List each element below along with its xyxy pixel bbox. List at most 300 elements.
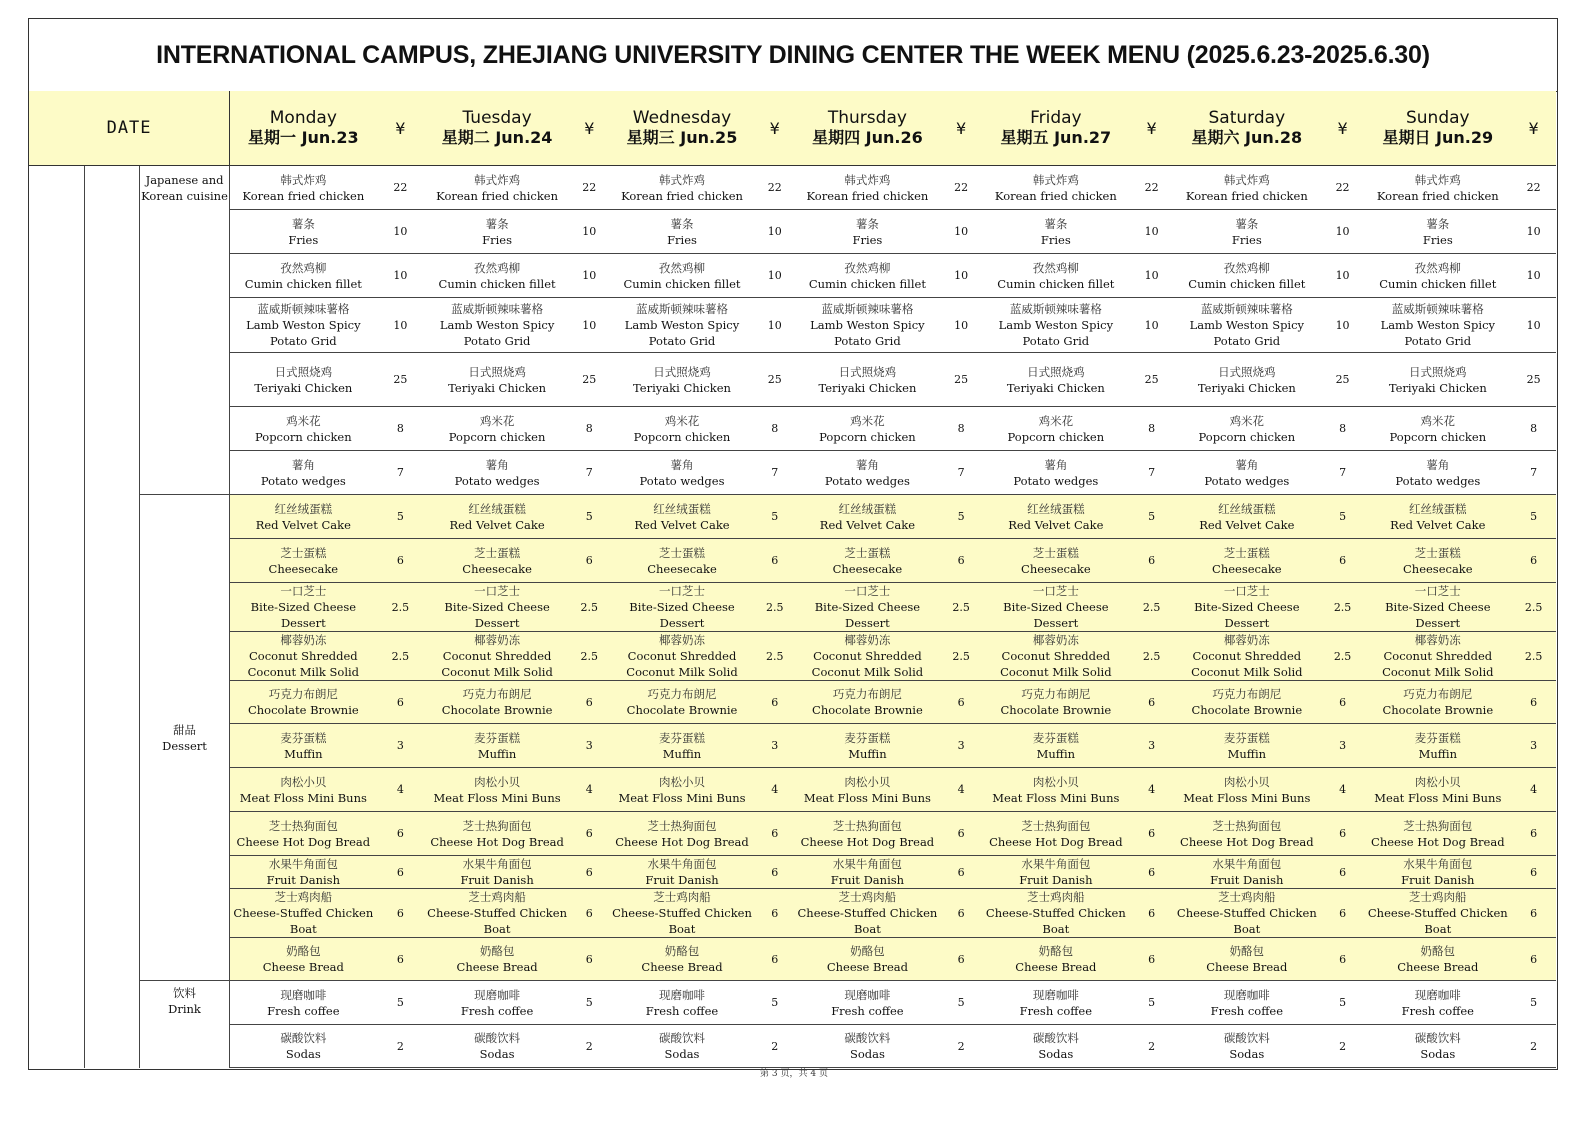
dish-price: 7	[1130, 451, 1173, 495]
dish-price: 8	[570, 407, 609, 451]
dish-cell	[981, 210, 1130, 254]
dish-name-zh: 鸡米花	[1420, 413, 1456, 428]
dish-name-en: Lamb Weston Spicy Potato Grid	[439, 318, 555, 348]
dish-cell	[424, 254, 570, 298]
dish-name-zh: 鸡米花	[286, 413, 321, 428]
day-date: 星期四 Jun.26	[812, 128, 923, 147]
dish-name-en: Sodas	[849, 1047, 885, 1061]
dish-price: 6	[941, 812, 982, 856]
dish-name-zh: 现磨咖啡	[844, 987, 891, 1002]
dish-name-en: Muffin	[662, 746, 702, 761]
dish-name-zh: 薯条	[1235, 216, 1259, 231]
dish-cell	[1173, 210, 1321, 254]
dish-cell	[230, 1025, 377, 1068]
day-name: Saturday	[1208, 108, 1286, 128]
dish-name-zh: 一口芝士	[1223, 584, 1270, 598]
dish-cell	[1173, 681, 1321, 724]
dish-price: 3	[941, 724, 982, 768]
dish-price: 10	[570, 254, 609, 298]
menu-row	[29, 632, 1556, 681]
dish-cell	[794, 768, 941, 812]
dish-name-en: Teriyaki Chicken	[448, 380, 547, 395]
dish-price: 2.5	[1321, 583, 1365, 632]
dish-name-zh: 芝士蛋糕	[844, 545, 891, 560]
dish-price: 4	[377, 768, 425, 812]
dish-price: 6	[755, 889, 794, 938]
dish-name-en: Bite-Sized Cheese Dessert	[250, 600, 357, 630]
dish-price: 5	[1130, 981, 1173, 1025]
dish-price: 7	[941, 451, 982, 495]
dish-name-en: Sodas	[285, 1047, 321, 1061]
dish-price: 10	[1130, 298, 1173, 353]
dish-cell	[230, 254, 377, 298]
dish-cell	[230, 632, 377, 681]
dish-cell	[424, 812, 570, 856]
dish-price: 6	[755, 681, 794, 724]
dish-name-zh: 碳酸饮料	[474, 1031, 521, 1045]
dish-name-en: Fruit Danish	[1019, 873, 1093, 887]
dish-name-en: Fries	[1231, 232, 1262, 247]
dish-name-en: Coconut Shredded Coconut Milk Solid	[811, 649, 924, 679]
dish-cell	[794, 889, 941, 938]
dish-name-zh: 一口芝士	[280, 584, 327, 598]
dish-name-en: Meat Floss Mini Buns	[239, 790, 367, 805]
dish-price: 25	[1130, 353, 1173, 407]
dish-cell	[1364, 583, 1511, 632]
dish-cell	[230, 298, 377, 353]
dish-name-en: Cheese Bread	[641, 960, 723, 974]
dish-price: 22	[570, 166, 609, 210]
dish-cell	[230, 812, 377, 856]
dish-name-en: Cheese Bread	[1015, 960, 1097, 974]
dish-name-zh: 薯条	[1426, 216, 1450, 231]
dish-name-en: Meat Floss Mini Buns	[803, 790, 931, 805]
dish-cell	[1364, 812, 1511, 856]
dish-cell	[1364, 353, 1511, 407]
dish-cell	[981, 856, 1130, 889]
dish-price: 6	[377, 889, 425, 938]
dish-price: 6	[1511, 889, 1556, 938]
dish-price: 6	[1130, 681, 1173, 724]
dish-name-en: Cheesecake	[462, 561, 532, 576]
dish-name-zh: 芝士蛋糕	[659, 545, 705, 560]
dish-name-en: Red Velvet Cake	[449, 517, 545, 532]
dish-cell	[424, 981, 570, 1025]
dish-cell	[1173, 768, 1321, 812]
dish-price: 6	[1321, 889, 1365, 938]
dish-name-zh: 现磨咖啡	[1223, 987, 1270, 1002]
dish-name-zh: 芝士鸡肉船	[1218, 890, 1276, 904]
dish-cell	[981, 724, 1130, 768]
dish-name-en: Sodas	[1229, 1047, 1265, 1061]
dish-name-en: Meat Floss Mini Buns	[992, 790, 1120, 805]
dish-name-zh: 芝士鸡肉船	[1027, 890, 1085, 904]
dish-name-zh: 肉松小贝	[1032, 774, 1079, 789]
dish-cell	[981, 812, 1130, 856]
dish-name-en: Chocolate Brownie	[247, 703, 359, 717]
menu-table	[29, 91, 1556, 1068]
dish-name-en: Potato wedges	[639, 473, 725, 488]
dish-name-en: Coconut Shredded Coconut Milk Solid	[1191, 649, 1303, 679]
dish-name-zh: 肉松小贝	[1414, 774, 1461, 789]
dish-price: 4	[941, 768, 982, 812]
dish-price: 2.5	[570, 583, 609, 632]
day-name: Monday	[269, 108, 337, 128]
dish-price: 10	[941, 254, 982, 298]
dish-name-zh: 蓝威斯顿辣味薯格	[636, 302, 728, 316]
dish-name-en: Cheese Hot Dog Bread	[236, 834, 371, 849]
dish-name-zh: 蓝威斯顿辣味薯格	[821, 302, 914, 316]
dish-price: 10	[755, 254, 794, 298]
dish-price: 22	[941, 166, 982, 210]
dish-name-en: Coconut Shredded Coconut Milk Solid	[441, 649, 553, 679]
dish-name-zh: 孜然鸡柳	[1223, 260, 1270, 275]
menu-row	[29, 681, 1556, 724]
day-name: Thursday	[827, 108, 907, 128]
dish-cell	[794, 166, 941, 210]
dish-name-en: Lamb Weston Spicy Potato Grid	[1380, 318, 1496, 348]
dish-price: 5	[1511, 981, 1556, 1025]
dish-name-en: Bite-Sized Cheese Dessert	[814, 600, 921, 630]
dish-name-zh: 巧克力布朗尼	[462, 687, 532, 701]
price-header: ¥	[570, 91, 609, 166]
dish-name-en: Cumin chicken fillet	[997, 276, 1115, 291]
dish-name-zh: 芝士热狗面包	[268, 818, 338, 833]
day-date: 星期二 Jun.24	[441, 128, 553, 147]
dish-name-zh: 芝士蛋糕	[1223, 545, 1270, 560]
dish-name-en: Teriyaki Chicken	[254, 380, 353, 395]
dish-price: 8	[377, 407, 425, 451]
dish-name-zh: 薯条	[670, 216, 694, 231]
dish-name-zh: 碳酸饮料	[280, 1031, 327, 1045]
day-name: Tuesday	[462, 108, 532, 128]
dish-cell	[1173, 812, 1321, 856]
dish-price: 2.5	[570, 632, 609, 681]
dish-name-en: Bite-Sized Cheese Dessert	[629, 600, 735, 630]
dish-cell	[1173, 298, 1321, 353]
category-name-en: Japanese and Korean cuisine	[141, 173, 228, 203]
dish-cell	[1173, 1025, 1321, 1068]
dish-cell	[424, 407, 570, 451]
dish-cell	[1364, 407, 1511, 451]
menu-row	[29, 812, 1556, 856]
dish-cell	[1173, 583, 1321, 632]
dish-name-en: Coconut Shredded Coconut Milk Solid	[247, 649, 360, 679]
dish-price: 6	[570, 539, 609, 583]
dish-cell	[609, 451, 756, 495]
dish-price: 25	[377, 353, 425, 407]
dish-price: 6	[1511, 938, 1556, 981]
dish-name-zh: 芝士蛋糕	[474, 545, 521, 560]
dish-price: 2.5	[1130, 583, 1173, 632]
dish-cell	[424, 298, 570, 353]
dish-cell	[609, 407, 756, 451]
day-header	[981, 91, 1130, 166]
dish-name-en: Cumin chicken fillet	[1188, 276, 1306, 291]
dish-price: 2.5	[755, 583, 794, 632]
dish-name-en: Cheesecake	[1021, 561, 1091, 576]
dish-name-en: Fruit Danish	[1401, 873, 1475, 887]
dish-cell	[609, 768, 756, 812]
empty-column	[29, 166, 85, 1068]
dish-name-zh: 薯角	[1426, 457, 1450, 472]
dish-name-en: Coconut Shredded Coconut Milk Solid	[626, 649, 738, 679]
dish-price: 3	[1511, 724, 1556, 768]
dish-name-zh: 韩式炸鸡	[1223, 172, 1270, 187]
dish-cell	[1364, 210, 1511, 254]
dish-cell	[981, 451, 1130, 495]
dish-cell	[1364, 495, 1511, 539]
dish-name-zh: 肉松小贝	[280, 774, 327, 789]
dish-price: 6	[755, 539, 794, 583]
dish-name-en: Coconut Shredded Coconut Milk Solid	[1000, 649, 1112, 679]
dish-name-en: Teriyaki Chicken	[818, 380, 917, 395]
dish-cell	[230, 681, 377, 724]
dish-name-en: Muffin	[284, 746, 323, 761]
dish-cell	[1364, 938, 1511, 981]
dish-cell	[424, 210, 570, 254]
dish-name-en: Popcorn chicken	[819, 429, 916, 444]
dish-name-en: Meat Floss Mini Buns	[1183, 790, 1311, 805]
dish-cell	[424, 938, 570, 981]
dish-name-en: Cheesecake	[832, 561, 903, 576]
dish-name-zh: 红丝绒蛋糕	[274, 501, 333, 516]
category-name-zh: 饮料	[173, 986, 197, 1000]
dish-name-en: Lamb Weston Spicy Potato Grid	[246, 318, 361, 348]
dish-name-zh: 肉松小贝	[474, 774, 521, 789]
dish-name-en: Cumin chicken fillet	[623, 276, 741, 291]
dish-name-en: Popcorn chicken	[448, 429, 546, 444]
dish-name-en: Cheesecake	[268, 561, 339, 576]
dish-name-en: Chocolate Brownie	[441, 703, 553, 717]
dish-cell	[609, 889, 756, 938]
day-header	[794, 91, 941, 166]
dish-name-zh: 韩式炸鸡	[474, 172, 521, 187]
dish-price: 2	[377, 1025, 425, 1068]
dish-price: 22	[1511, 166, 1556, 210]
dish-name-en: Fruit Danish	[645, 873, 719, 887]
dish-name-en: Lamb Weston Spicy Potato Grid	[1189, 318, 1305, 348]
dish-name-zh: 奶酪包	[479, 944, 515, 958]
dish-name-zh: 肉松小贝	[1223, 774, 1270, 789]
dish-name-zh: 一口芝士	[1032, 584, 1079, 598]
dish-name-en: Korean fried chicken	[436, 188, 558, 203]
dish-cell	[609, 812, 756, 856]
dish-price: 10	[1321, 298, 1365, 353]
dish-name-en: Red Velvet Cake	[1199, 517, 1295, 532]
dish-cell	[1173, 451, 1321, 495]
day-header	[609, 91, 756, 166]
dish-name-en: Cumin chicken fillet	[244, 276, 362, 291]
dish-cell	[609, 539, 756, 583]
dish-cell	[981, 583, 1130, 632]
dish-name-zh: 奶酪包	[664, 944, 700, 958]
dish-name-zh: 日式照烧鸡	[1027, 364, 1085, 379]
dish-price: 2.5	[941, 632, 982, 681]
dish-cell	[794, 1025, 941, 1068]
dish-price: 6	[1130, 889, 1173, 938]
dish-name-en: Cheese Hot Dog Bread	[800, 834, 935, 849]
dish-name-zh: 水果牛角面包	[647, 857, 717, 871]
dish-cell	[609, 981, 756, 1025]
dish-cell	[981, 681, 1130, 724]
dish-name-en: Meat Floss Mini Buns	[618, 790, 746, 805]
dish-cell	[794, 856, 941, 889]
dish-price: 10	[570, 210, 609, 254]
category-label	[139, 981, 229, 1068]
dish-price: 7	[1321, 451, 1365, 495]
dish-name-en: Korean fried chicken	[806, 188, 929, 203]
dish-name-en: Potato wedges	[1395, 473, 1481, 488]
dish-price: 6	[1130, 938, 1173, 981]
dish-price: 6	[1130, 856, 1173, 889]
dish-price: 5	[377, 981, 425, 1025]
dish-name-zh: 巧克力布朗尼	[1021, 687, 1091, 701]
dish-cell	[1173, 407, 1321, 451]
dish-name-zh: 日式照烧鸡	[1409, 364, 1467, 379]
dish-price: 6	[1321, 938, 1365, 981]
day-date: 星期六 Jun.28	[1191, 128, 1303, 147]
dish-cell	[794, 210, 941, 254]
dish-name-zh: 薯角	[670, 457, 694, 472]
dish-name-zh: 芝士鸡肉船	[1409, 890, 1467, 904]
dish-cell	[230, 768, 377, 812]
dish-cell	[230, 583, 377, 632]
dish-name-en: Red Velvet Cake	[819, 517, 916, 532]
dish-cell	[981, 254, 1130, 298]
dish-price: 2	[1511, 1025, 1556, 1068]
dish-price: 6	[1511, 539, 1556, 583]
dish-price: 10	[1130, 254, 1173, 298]
dish-name-zh: 现磨咖啡	[280, 987, 327, 1002]
dish-price: 7	[377, 451, 425, 495]
dish-cell	[424, 889, 570, 938]
dish-name-en: Sodas	[664, 1047, 700, 1061]
dish-price: 7	[1511, 451, 1556, 495]
dish-name-zh: 蓝威斯顿辣味薯格	[1009, 302, 1102, 316]
day-header	[1173, 91, 1321, 166]
dish-price: 6	[570, 812, 609, 856]
menu-row	[29, 981, 1556, 1025]
category-name-en: Dessert	[162, 738, 207, 753]
menu-row	[29, 407, 1556, 451]
dish-name-zh: 椰蓉奶冻	[1223, 633, 1270, 647]
dish-name-en: Fries	[482, 232, 513, 247]
dish-name-zh: 孜然鸡柳	[1414, 260, 1461, 275]
dish-name-zh: 麦芬蛋糕	[659, 730, 705, 745]
dish-name-zh: 碳酸饮料	[1032, 1031, 1079, 1045]
dish-name-zh: 奶酪包	[1420, 944, 1456, 958]
dish-cell	[981, 981, 1130, 1025]
dish-price: 2.5	[941, 583, 982, 632]
dish-name-zh: 椰蓉奶冻	[280, 633, 327, 647]
menu-row	[29, 724, 1556, 768]
page-footer: 第 3 页，共 4 页	[760, 1069, 828, 1079]
dish-cell	[1173, 254, 1321, 298]
dish-name-zh: 椰蓉奶冻	[1032, 633, 1079, 647]
dish-name-en: Cheesecake	[1212, 561, 1282, 576]
dish-cell	[1173, 632, 1321, 681]
dish-name-en: Lamb Weston Spicy Potato Grid	[624, 318, 740, 348]
dish-name-zh: 巧克力布朗尼	[1212, 687, 1282, 701]
dish-name-en: Chocolate Brownie	[812, 703, 923, 717]
dish-name-en: Sodas	[1420, 1047, 1456, 1061]
dish-name-en: Meat Floss Mini Buns	[433, 790, 561, 805]
dish-cell	[1173, 981, 1321, 1025]
menu-row	[29, 166, 1556, 210]
dish-name-en: Fresh coffee	[831, 1003, 904, 1018]
dish-name-en: Fresh coffee	[645, 1003, 719, 1018]
dish-name-en: Fries	[1422, 232, 1453, 247]
dish-name-en: Teriyaki Chicken	[1388, 380, 1487, 395]
dish-name-zh: 红丝绒蛋糕	[1218, 501, 1276, 516]
dish-name-en: Popcorn chicken	[633, 429, 731, 444]
dish-price: 22	[377, 166, 425, 210]
dish-cell	[981, 889, 1130, 938]
dish-name-zh: 鸡米花	[1038, 413, 1074, 428]
menu-row	[29, 298, 1556, 353]
dish-name-zh: 麦芬蛋糕	[844, 730, 891, 745]
dish-price: 2	[941, 1025, 982, 1068]
dish-price: 6	[941, 938, 982, 981]
dish-name-zh: 蓝威斯顿辣味薯格	[257, 302, 350, 316]
dish-name-zh: 孜然鸡柳	[474, 260, 521, 275]
dish-cell	[1173, 539, 1321, 583]
dish-name-zh: 奶酪包	[1229, 944, 1265, 958]
dish-name-en: Cheese Hot Dog Bread	[989, 834, 1123, 849]
dish-name-zh: 薯条	[1044, 216, 1068, 231]
dish-name-en: Fresh coffee	[1401, 1003, 1474, 1018]
dish-name-en: Cheese Hot Dog Bread	[1180, 834, 1314, 849]
dish-price: 6	[570, 681, 609, 724]
dish-name-zh: 韩式炸鸡	[659, 172, 705, 187]
dish-cell	[1364, 539, 1511, 583]
dish-name-en: Chocolate Brownie	[1191, 703, 1303, 717]
dish-price: 8	[1130, 407, 1173, 451]
dish-name-zh: 现磨咖啡	[659, 987, 705, 1002]
dish-price: 4	[1511, 768, 1556, 812]
dish-name-zh: 韩式炸鸡	[280, 172, 327, 187]
dish-cell	[981, 768, 1130, 812]
dish-name-en: Popcorn chicken	[1389, 429, 1487, 444]
dish-name-zh: 碳酸饮料	[844, 1031, 891, 1045]
dish-name-en: Potato wedges	[1204, 473, 1290, 488]
dish-name-zh: 芝士热狗面包	[462, 818, 532, 833]
dish-name-zh: 孜然鸡柳	[844, 260, 891, 275]
dish-price: 25	[1511, 353, 1556, 407]
dish-price: 10	[1321, 210, 1365, 254]
dish-price: 6	[377, 856, 425, 889]
dish-price: 4	[755, 768, 794, 812]
dish-price: 10	[941, 298, 982, 353]
empty-column	[85, 166, 140, 1068]
dish-name-en: Lamb Weston Spicy Potato Grid	[810, 318, 925, 348]
dish-name-zh: 韩式炸鸡	[1032, 172, 1079, 187]
dish-name-zh: 椰蓉奶冻	[1414, 633, 1461, 647]
dish-price: 6	[1511, 856, 1556, 889]
dish-price: 22	[755, 166, 794, 210]
dish-name-zh: 韩式炸鸡	[1414, 172, 1461, 187]
menu-row	[29, 889, 1556, 938]
dish-cell	[794, 938, 941, 981]
dish-price: 3	[377, 724, 425, 768]
dish-cell	[1173, 856, 1321, 889]
dish-cell	[794, 353, 941, 407]
dish-name-zh: 巧克力布朗尼	[832, 687, 902, 701]
dish-price: 6	[755, 812, 794, 856]
dish-price: 7	[570, 451, 609, 495]
dish-name-zh: 碳酸饮料	[1414, 1031, 1461, 1045]
